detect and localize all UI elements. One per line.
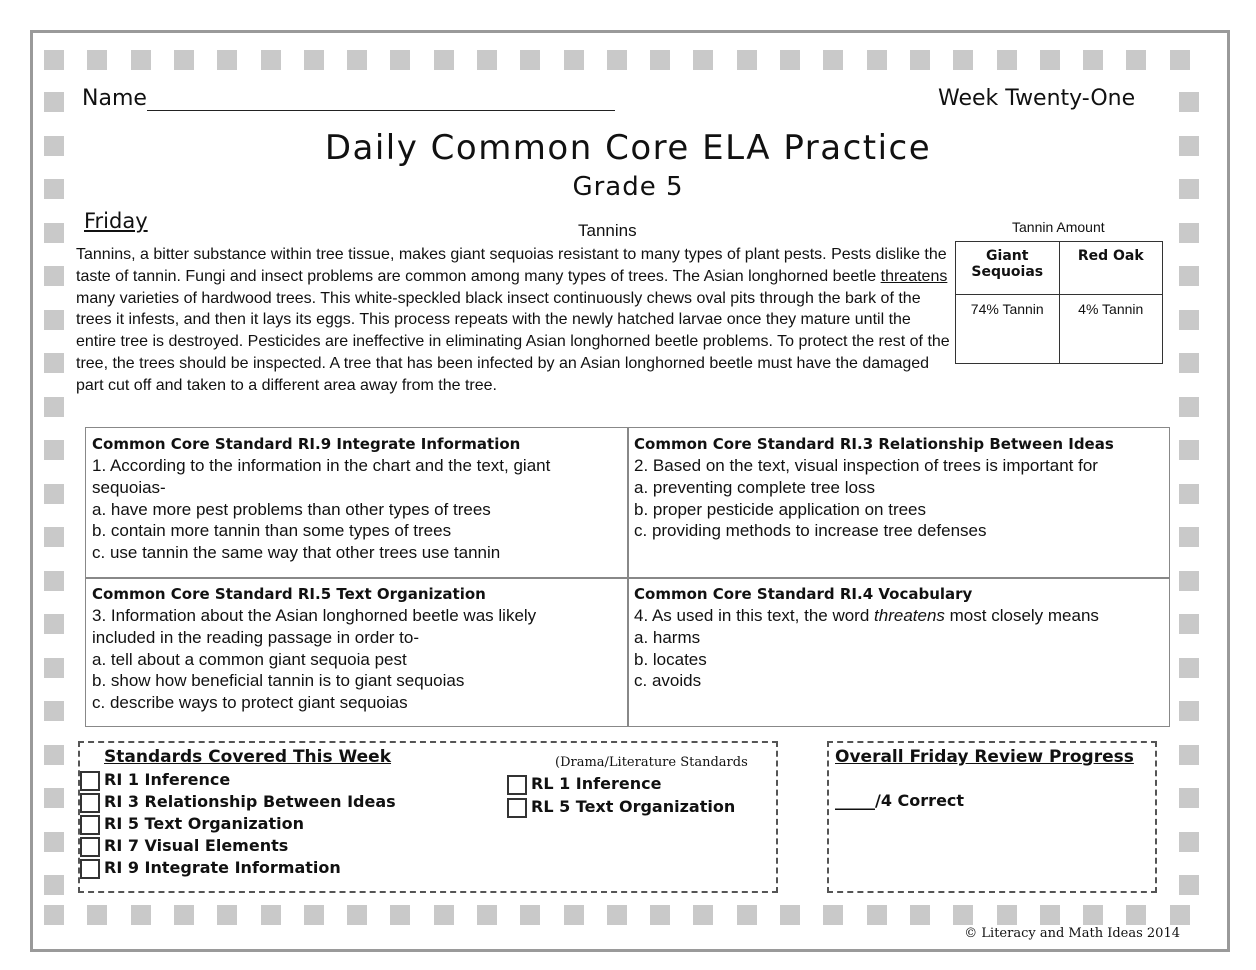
drama-literature-label: (Drama/Literature Standards <box>555 755 748 770</box>
checkbox[interactable] <box>80 771 100 791</box>
question-2 <box>634 434 1114 542</box>
chart-title: Tannin Amount <box>1012 219 1105 235</box>
border-square <box>390 905 410 925</box>
border-square <box>1179 571 1199 591</box>
border-square <box>650 50 670 70</box>
border-square <box>1179 353 1199 373</box>
border-square <box>650 905 670 925</box>
question-4-standard: Common Core Standard RI.4 Vocabulary <box>634 585 973 603</box>
border-square <box>1179 832 1199 852</box>
checkbox[interactable] <box>80 859 100 879</box>
border-square <box>867 905 887 925</box>
border-square <box>1179 397 1199 417</box>
border-square <box>910 905 930 925</box>
standard-checkbox-rl1[interactable] <box>507 774 661 795</box>
border-square <box>1179 310 1199 330</box>
border-square <box>910 50 930 70</box>
question-4-option-b[interactable]: b. locates <box>634 649 707 669</box>
question-2-option-b[interactable]: b. proper pesticide application on trees <box>634 499 927 519</box>
border-square <box>44 571 64 591</box>
border-square <box>477 50 497 70</box>
border-square <box>44 92 64 112</box>
passage-title: Tannins <box>578 221 637 240</box>
border-square <box>1040 905 1060 925</box>
border-square <box>1179 223 1199 243</box>
border-square <box>1179 484 1199 504</box>
question-3 <box>92 584 536 714</box>
question-2-standard: Common Core Standard RI.3 Relationship Between Ideas <box>634 435 1114 453</box>
border-square <box>693 50 713 70</box>
question-4-stem-part2: most closely means <box>944 606 1099 625</box>
border-square <box>953 905 973 925</box>
border-square <box>261 905 281 925</box>
passage-text-part1: Tannins, a bitter substance within tree tissue, makes giant sequoias resistant to many types of plant pests. Pests dislike the taste of tannin. Fungi and insect problems are common among many types of trees. The Asian longhorned beetle <box>76 246 947 285</box>
border-square <box>1083 50 1103 70</box>
standard-label-ri1: RI 1 Inference <box>104 770 231 789</box>
question-4-stem-part1: 4. As used in this text, the word <box>634 606 875 625</box>
border-square <box>1179 614 1199 634</box>
border-square <box>780 905 800 925</box>
border-square <box>44 484 64 504</box>
standard-label-rl1: RL 1 Inference <box>531 774 662 793</box>
question-3-stem-line1: 3. Information about the Asian longhorned beetle was likely <box>92 606 537 625</box>
week-label: Week Twenty-One <box>938 86 1136 111</box>
border-square <box>1179 875 1199 895</box>
border-square <box>131 905 151 925</box>
border-square <box>434 905 454 925</box>
border-square <box>44 310 64 330</box>
standard-checkbox-ri7[interactable] <box>80 836 288 857</box>
border-square <box>477 905 497 925</box>
border-square <box>217 905 237 925</box>
progress-score-blank[interactable]: _____ <box>835 791 875 810</box>
day-label: Friday <box>84 209 148 233</box>
border-square <box>1179 701 1199 721</box>
border-square <box>823 50 843 70</box>
border-square <box>87 50 107 70</box>
passage-text-part2: many varieties of hardwood trees. This white-speckled black insect continuously chews oval pits through the bark of the trees it infests, and then it lays its eggs. This process repeats with the newly hatched larvae once they mature until the entire tree is destroyed. Pesticides are ineffective in eliminating Asian longhorned beetle problems. To protect the rest of the tree, the trees should be inspected. A tree that has been infected by an Asian longhorned beetle must have the damaged part cut off and taken to a different area away from the tree. <box>76 289 950 394</box>
question-3-option-c[interactable]: c. describe ways to protect giant sequoias <box>92 693 408 713</box>
border-square <box>44 832 64 852</box>
table-header-red-oak: Red Oak <box>1059 242 1163 295</box>
question-1-standard: Common Core Standard RI.9 Integrate Information <box>92 435 521 453</box>
question-3-option-a[interactable]: a. tell about a common giant sequoia pest <box>92 649 407 669</box>
border-square <box>953 50 973 70</box>
border-square <box>44 223 64 243</box>
question-3-option-b[interactable]: b. show how beneficial tannin is to giant sequoias <box>92 671 465 691</box>
border-square <box>737 50 757 70</box>
table-header-giant-sequoias: Giant Sequoias <box>956 242 1060 295</box>
border-square <box>1179 266 1199 286</box>
grade-label: Grade 5 <box>572 172 684 202</box>
border-square <box>1126 50 1146 70</box>
question-1 <box>92 434 550 564</box>
border-square <box>44 905 64 925</box>
border-square <box>867 50 887 70</box>
question-4-option-a[interactable]: a. harms <box>634 627 701 647</box>
border-square <box>347 905 367 925</box>
checkbox[interactable] <box>507 798 527 818</box>
border-square <box>1179 92 1199 112</box>
border-square <box>44 745 64 765</box>
standard-checkbox-ri3[interactable] <box>80 792 396 813</box>
progress-score-text: /4 Correct <box>875 791 965 810</box>
tannin-table <box>955 241 1163 364</box>
border-square <box>1040 50 1060 70</box>
question-4-option-c[interactable]: c. avoids <box>634 671 702 691</box>
border-square <box>997 905 1017 925</box>
border-square <box>87 905 107 925</box>
border-square <box>390 50 410 70</box>
border-square <box>44 658 64 678</box>
standard-label-rl5: RL 5 Text Organization <box>531 797 736 816</box>
border-square <box>44 50 64 70</box>
border-square <box>1170 905 1190 925</box>
border-square <box>693 905 713 925</box>
border-square <box>174 905 194 925</box>
checkbox[interactable] <box>80 837 100 857</box>
border-square <box>304 50 324 70</box>
border-square <box>1179 745 1199 765</box>
border-square <box>44 353 64 373</box>
question-1-stem-line2: sequoias- <box>92 477 166 497</box>
question-1-option-b[interactable]: b. contain more tannin than some types of trees <box>92 521 452 541</box>
border-square <box>44 440 64 460</box>
border-square <box>1179 527 1199 547</box>
border-square <box>44 788 64 808</box>
border-square <box>997 50 1017 70</box>
standards-heading: Standards Covered This Week <box>104 747 392 767</box>
border-square <box>520 50 540 70</box>
border-square <box>131 50 151 70</box>
border-square <box>44 875 64 895</box>
border-square <box>1179 440 1199 460</box>
border-square <box>44 266 64 286</box>
border-square <box>564 50 584 70</box>
questions-grid <box>85 427 1170 727</box>
progress-score[interactable] <box>835 791 964 810</box>
border-square <box>304 905 324 925</box>
border-square <box>1083 905 1103 925</box>
border-square <box>44 701 64 721</box>
border-square <box>434 50 454 70</box>
border-square <box>823 905 843 925</box>
standard-checkbox-rl5[interactable] <box>507 797 735 818</box>
standard-label-ri3: RI 3 Relationship Between Ideas <box>104 792 396 811</box>
border-square <box>607 50 627 70</box>
page-title: Daily Common Core ELA Practice <box>324 128 932 168</box>
border-square <box>1179 658 1199 678</box>
border-square <box>44 527 64 547</box>
standard-checkbox-ri5[interactable] <box>80 814 304 835</box>
border-square <box>261 50 281 70</box>
question-2-option-a[interactable]: a. preventing complete tree loss <box>634 477 875 497</box>
border-square <box>780 50 800 70</box>
border-square <box>174 50 194 70</box>
standard-checkbox-ri9[interactable] <box>80 858 341 879</box>
progress-heading: Overall Friday Review Progress <box>835 747 1134 767</box>
checkbox[interactable] <box>80 793 100 813</box>
question-4-stem-line1 <box>634 605 1099 627</box>
question-4-stem-italic: threatens <box>874 606 945 625</box>
standard-label-ri7: RI 7 Visual Elements <box>104 836 289 855</box>
question-1-option-c[interactable]: c. use tannin the same way that other trees use tannin <box>92 543 501 563</box>
border-square <box>44 397 64 417</box>
border-square <box>520 905 540 925</box>
passage-text <box>76 244 951 397</box>
standard-checkbox-ri1[interactable] <box>80 770 230 791</box>
border-square <box>564 905 584 925</box>
passage-underlined-word: threatens <box>880 267 948 285</box>
question-3-standard: Common Core Standard RI.5 Text Organization <box>92 585 486 603</box>
standard-label-ri5: RI 5 Text Organization <box>104 814 304 833</box>
border-square <box>1126 905 1146 925</box>
border-square <box>217 50 237 70</box>
border-square <box>607 905 627 925</box>
checkbox[interactable] <box>507 775 527 795</box>
table-cell-giant-sequoias: 74% Tannin <box>956 295 1060 364</box>
border-square <box>737 905 757 925</box>
question-3-stem-line2: included in the reading passage in order to- <box>92 627 419 647</box>
border-square <box>44 614 64 634</box>
question-2-stem-line1: 2. Based on the text, visual inspection of trees is important for <box>634 456 1098 475</box>
question-4 <box>634 584 1099 692</box>
checkbox[interactable] <box>80 815 100 835</box>
grid-divider-horizontal <box>86 577 1169 579</box>
question-2-option-c[interactable]: c. providing methods to increase tree defenses <box>634 521 987 541</box>
border-square <box>1170 50 1190 70</box>
copyright: © Literacy and Math Ideas 2014 <box>964 926 1180 941</box>
question-1-option-a[interactable]: a. have more pest problems than other types of trees <box>92 499 491 519</box>
question-1-stem-line1: 1. According to the information in the chart and the text, giant <box>92 456 551 475</box>
border-square <box>347 50 367 70</box>
standard-label-ri9: RI 9 Integrate Information <box>104 858 341 877</box>
border-square <box>1179 788 1199 808</box>
name-input-line[interactable] <box>147 110 615 111</box>
table-cell-red-oak: 4% Tannin <box>1059 295 1163 364</box>
name-label: Name <box>82 86 147 111</box>
